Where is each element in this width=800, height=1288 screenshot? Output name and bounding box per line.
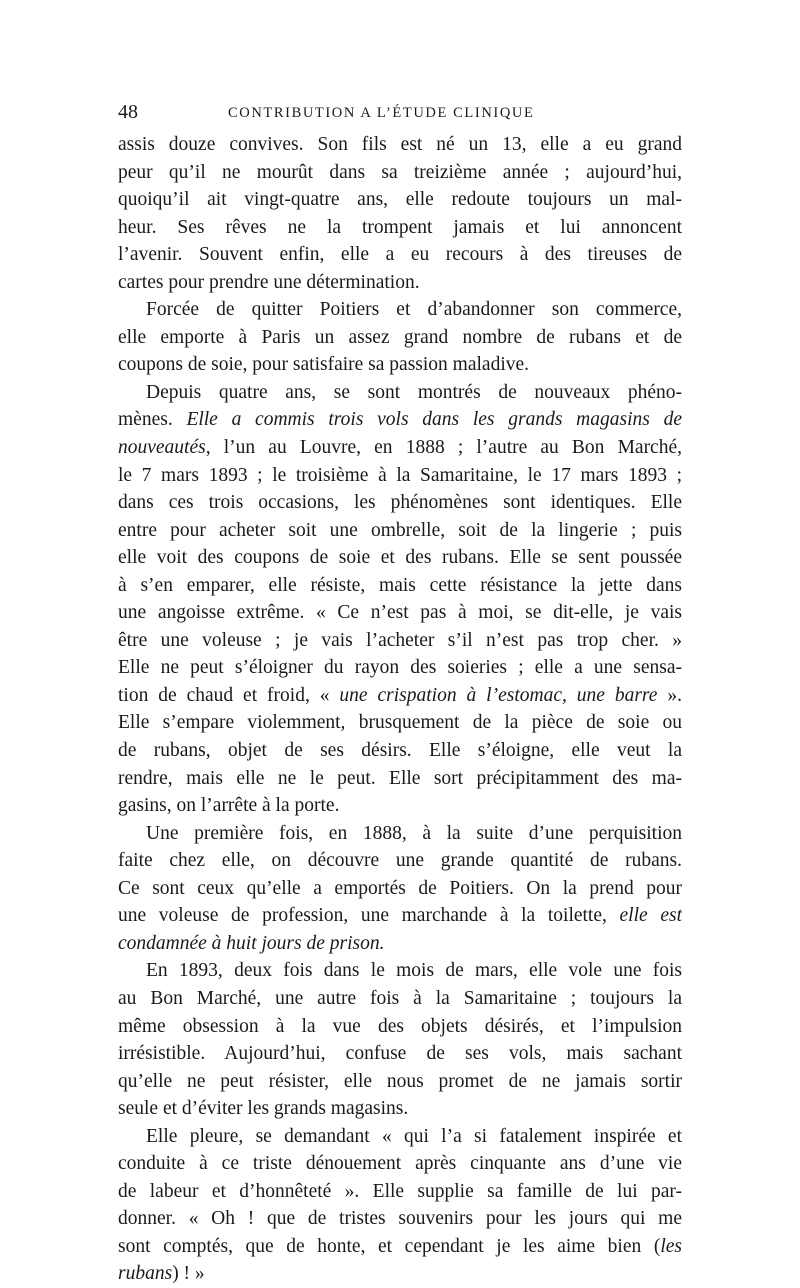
text-run: rendre, mais elle ne le peut. Elle sort précipitamment des ma-	[118, 767, 682, 789]
text-run: gasins, on l’arrête à la porte.	[118, 795, 340, 817]
text-line	[118, 1260, 682, 1288]
text-line	[118, 324, 682, 352]
text-run: tion de chaud et froid, «	[118, 684, 340, 706]
text-line	[118, 682, 682, 710]
text-run: , l’un au Louvre, en 1888 ; l’autre au Bon Marché,	[205, 437, 682, 459]
text-run: à s’en emparer, elle résiste, mais cette résistance la jette dans	[118, 574, 682, 596]
text-run: ) ! »	[172, 1263, 205, 1285]
text-run: elle voit des coupons de soie et des rubans. Elle se sent poussée	[118, 547, 682, 569]
text-line	[118, 1013, 682, 1041]
text-line	[118, 406, 682, 434]
text-run: le 7 mars 1893 ; le troisième à la Samaritaine, le 17 mars 1893 ;	[118, 464, 682, 486]
text-line	[118, 957, 682, 985]
text-run: de rubans, objet de ses désirs. Elle s’éloigne, elle veut la	[118, 740, 682, 762]
page-header	[118, 100, 682, 124]
italic-text: elle est	[619, 905, 682, 927]
text-line	[118, 544, 682, 572]
text-run: Forcée de quitter Poitiers et d’abandonner son commerce,	[146, 299, 682, 321]
text-line	[118, 351, 682, 379]
text-run: irrésistible. Aujourd’hui, confuse de ses vols, mais sachant	[118, 1043, 682, 1065]
text-run: même obsession à la vue des objets désirés, et l’impulsion	[118, 1015, 682, 1037]
text-run: peur qu’il ne mourût dans sa treizième année ; aujourd’hui,	[118, 161, 682, 183]
running-title: CONTRIBUTION A L’ÉTUDE CLINIQUE	[228, 105, 535, 121]
text-run: Elle pleure, se demandant « qui l’a si fatalement inspirée et	[146, 1125, 682, 1147]
text-run: entre pour acheter soit une ombrelle, soit de la lingerie ; puis	[118, 519, 682, 541]
text-line	[118, 1150, 682, 1178]
text-line	[118, 765, 682, 793]
text-run: l’avenir. Souvent enfin, elle a eu recours à des tireuses de	[118, 244, 682, 266]
text-run: Depuis quatre ans, se sont montrés de nouveaux phéno-	[146, 381, 682, 403]
text-line	[118, 627, 682, 655]
text-line	[118, 599, 682, 627]
text-run: elle emporte à Paris un assez grand nombre de rubans et de	[118, 326, 682, 348]
text-run: seule et d’éviter les grands magasins.	[118, 1098, 409, 1120]
text-line	[118, 434, 682, 462]
text-line	[118, 296, 682, 324]
italic-text: une crispation à l’estomac, une barre	[339, 684, 658, 706]
text-run: Elle s’empare violemment, brusquement de la pièce de soie ou	[118, 712, 682, 734]
text-run: une voleuse de profession, une marchande à la toilette,	[118, 905, 620, 927]
text-run: donner. « Oh ! que de tristes souvenirs pour les jours qui me	[118, 1208, 682, 1230]
text-run: faite chez elle, on découvre une grande quantité de rubans.	[118, 850, 682, 872]
page-number: 48	[118, 101, 138, 123]
text-line	[118, 462, 682, 490]
text-line	[118, 1233, 682, 1261]
text-run: cartes pour prendre une détermination.	[118, 271, 420, 293]
text-line	[118, 902, 682, 930]
italic-text: Elle a commis trois vols dans les grands magasins de	[186, 409, 682, 431]
text-line	[118, 875, 682, 903]
text-run: de labeur et d’honnêteté ». Elle supplie sa famille de lui par-	[118, 1180, 682, 1202]
text-line	[118, 241, 682, 269]
text-line	[118, 737, 682, 765]
text-line	[118, 214, 682, 242]
text-line	[118, 709, 682, 737]
text-line	[118, 985, 682, 1013]
text-line	[118, 1040, 682, 1068]
text-run: Elle ne peut s’éloigner du rayon des soieries ; elle a une sensa-	[118, 657, 682, 679]
text-line	[118, 159, 682, 187]
text-run: sont comptés, que de honte, et cependant je les aime bien (	[118, 1235, 661, 1257]
text-run: qu’elle ne peut résister, elle nous promet de ne jamais sortir	[118, 1070, 682, 1092]
text-line	[118, 1068, 682, 1096]
text-line	[118, 517, 682, 545]
text-line	[118, 654, 682, 682]
italic-text: les	[660, 1235, 682, 1257]
text-run: En 1893, deux fois dans le mois de mars, elle vole une fois	[146, 960, 682, 982]
text-run: conduite à ce triste dénouement après cinquante ans d’une vie	[118, 1153, 682, 1175]
text-run: quoiqu’il ait vingt-quatre ans, elle redoute toujours un mal-	[118, 189, 682, 211]
text-line	[118, 847, 682, 875]
italic-text: nouveautés	[118, 437, 206, 459]
text-line	[118, 1178, 682, 1206]
text-run: coupons de soie, pour satisfaire sa passion maladive.	[118, 354, 530, 376]
text-line	[118, 930, 682, 958]
text-line	[118, 489, 682, 517]
text-line	[118, 1123, 682, 1151]
text-run: être une voleuse ; je vais l’acheter s’il n’est pas trop cher. »	[118, 629, 682, 651]
text-line	[118, 269, 682, 297]
text-line	[118, 379, 682, 407]
text-line	[118, 572, 682, 600]
text-run: au Bon Marché, une autre fois à la Samaritaine ; toujours la	[118, 987, 682, 1009]
body-text	[118, 131, 682, 1288]
text-line	[118, 186, 682, 214]
text-line	[118, 1205, 682, 1233]
text-line	[118, 820, 682, 848]
text-run: une angoisse extrême. « Ce n’est pas à moi, se dit-elle, je vais	[118, 602, 682, 624]
italic-text: condamnée à huit jours de prison.	[118, 932, 385, 954]
italic-text: rubans	[118, 1263, 173, 1285]
text-run: ».	[657, 684, 682, 706]
text-line	[118, 131, 682, 159]
text-run: heur. Ses rêves ne la trompent jamais et lui annoncent	[118, 216, 682, 238]
text-line	[118, 792, 682, 820]
text-run: mènes.	[118, 409, 187, 431]
text-run: assis douze convives. Son fils est né un 13, elle a eu grand	[118, 134, 682, 155]
text-run: Une première fois, en 1888, à la suite d’une perquisition	[146, 822, 682, 844]
text-run: dans ces trois occasions, les phénomènes sont identiques. Elle	[118, 492, 682, 514]
text-run: Ce sont ceux qu’elle a emportés de Poitiers. On la prend pour	[118, 877, 682, 899]
text-line	[118, 1095, 682, 1123]
